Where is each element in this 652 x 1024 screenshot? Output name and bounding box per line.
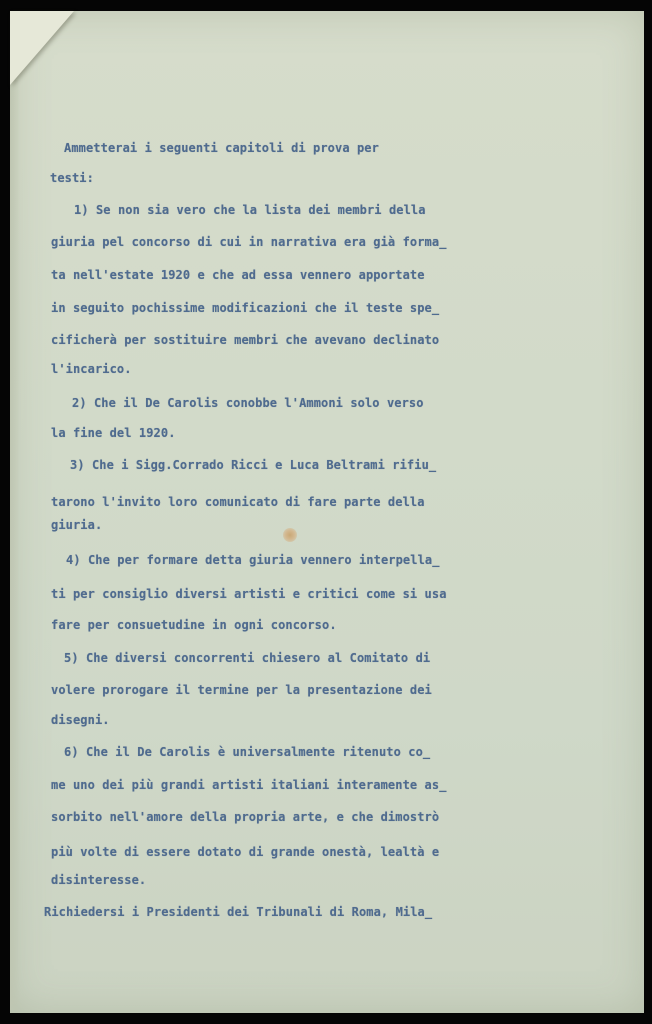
text-line: la fine del 1920. xyxy=(51,426,176,440)
text-line: Ammetterai i seguenti capitoli di prova per xyxy=(64,141,379,155)
text-line: disinteresse. xyxy=(51,873,147,887)
text-line: disegni. xyxy=(51,713,110,727)
text-line: fare per consuetudine in ogni concorso. xyxy=(51,618,337,632)
text-line: 5) Che diversi concorrenti chiesero al Comitato di xyxy=(64,651,431,665)
text-line: 4) Che per formare detta giuria vennero interpella_ xyxy=(66,553,440,567)
text-line: in seguito pochissime modificazioni che il teste spe_ xyxy=(51,301,440,315)
text-line: sorbito nell'amore della propria arte, e che dimostrò xyxy=(51,810,440,824)
text-line: giuria. xyxy=(51,518,103,532)
text-line: volere prorogare il termine per la presentazione dei xyxy=(51,683,432,697)
text-line: più volte di essere dotato di grande onestà, lealtà e xyxy=(51,845,440,859)
text-line: testi: xyxy=(50,171,94,185)
text-line: 6) Che il De Carolis è universalmente ritenuto co_ xyxy=(64,745,431,759)
text-line: tarono l'invito loro comunicato di fare parte della xyxy=(51,495,425,509)
text-line: 1) Se non sia vero che la lista dei membri della xyxy=(74,203,426,217)
text-line: me uno dei più grandi artisti italiani interamente as_ xyxy=(51,778,447,792)
text-line: Richiedersi i Presidenti dei Tribunali di Roma, Mila_ xyxy=(44,905,433,919)
text-line: l'incarico. xyxy=(51,362,132,376)
text-line: giuria pel concorso di cui in narrativa era già forma_ xyxy=(51,235,447,249)
text-line: cificherà per sostituire membri che avevano declinato xyxy=(51,333,440,347)
text-line: 2) Che il De Carolis conobbe l'Ammoni solo verso xyxy=(72,396,424,410)
text-line: ta nell'estate 1920 e che ad essa vennero apportate xyxy=(51,268,425,282)
text-line: ti per consiglio diversi artisti e critici come si usa xyxy=(51,587,447,601)
text-line: 3) Che i Sigg.Corrado Ricci e Luca Beltrami rifiu_ xyxy=(70,458,437,472)
